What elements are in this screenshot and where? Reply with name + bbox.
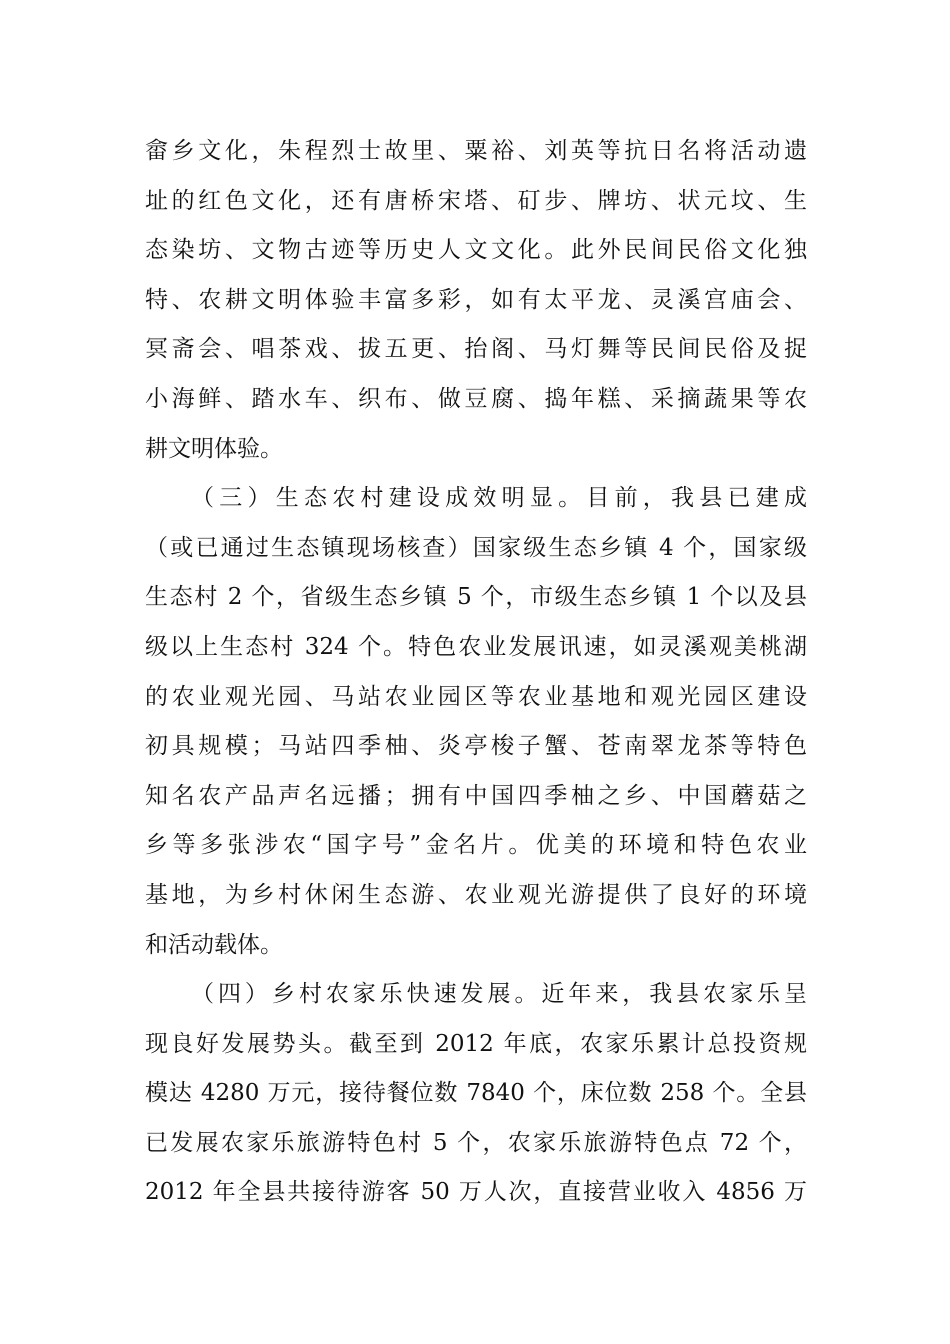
- text-line: 知名农产品声名远播；拥有中国四季柚之乡、中国蘑菇之: [145, 782, 807, 809]
- text-line: （或已通过生态镇现场核查）国家级生态乡镇 4 个，国家级: [145, 534, 807, 561]
- document-body: [145, 127, 807, 1218]
- text-line: 特、农耕文明体验丰富多彩，如有太平龙、灵溪宫庙会、: [145, 286, 807, 313]
- text-line: 生态村 2 个，省级生态乡镇 5 个，市级生态乡镇 1 个以及县: [145, 584, 807, 611]
- text-line: 和活动载体。: [145, 931, 283, 958]
- text-line: 冥斋会、唱茶戏、拔五更、抬阁、马灯舞等民间民俗及捉: [145, 336, 807, 363]
- text-line: 现良好发展势头。截至到 2012 年底，农家乐累计总投资规: [145, 1030, 807, 1057]
- text-line: 址的红色文化，还有唐桥宋塔、矴步、牌坊、状元坟、生: [145, 187, 807, 214]
- text-line: 基地，为乡村休闲生态游、农业观光游提供了良好的环境: [145, 881, 807, 908]
- section-heading-line: （四）乡村农家乐快速发展。近年来，我县农家乐呈: [191, 981, 807, 1008]
- text-line: 态染坊、文物古迹等历史人文文化。此外民间民俗文化独: [145, 237, 807, 264]
- text-line: 2012 年全县共接待游客 50 万人次，直接营业收入 4856 万: [145, 1179, 807, 1206]
- text-line: 的农业观光园、马站农业园区等农业基地和观光园区建设: [145, 683, 807, 710]
- text-line: 小海鲜、踏水车、织布、做豆腐、捣年糕、采摘蔬果等农: [145, 385, 807, 412]
- text-line: 耕文明体验。: [145, 435, 283, 462]
- text-line: 已发展农家乐旅游特色村 5 个，农家乐旅游特色点 72 个，: [145, 1129, 807, 1156]
- text-line: 级以上生态村 324 个。特色农业发展讯速，如灵溪观美桃湖: [145, 633, 807, 660]
- text-line: 初具规模；马站四季柚、炎亭梭子蟹、苍南翠龙茶等特色: [145, 733, 807, 760]
- text-line: 模达 4280 万元，接待餐位数 7840 个，床位数 258 个。全县: [145, 1080, 807, 1107]
- text-line: 畲乡文化，朱程烈士故里、粟裕、刘英等抗日名将活动遗: [145, 138, 807, 164]
- section-heading-line: （三）生态农村建设成效明显。目前，我县已建成: [191, 485, 807, 512]
- text-line: 乡等多张涉农“国字号”金名片。优美的环境和特色农业: [145, 832, 807, 859]
